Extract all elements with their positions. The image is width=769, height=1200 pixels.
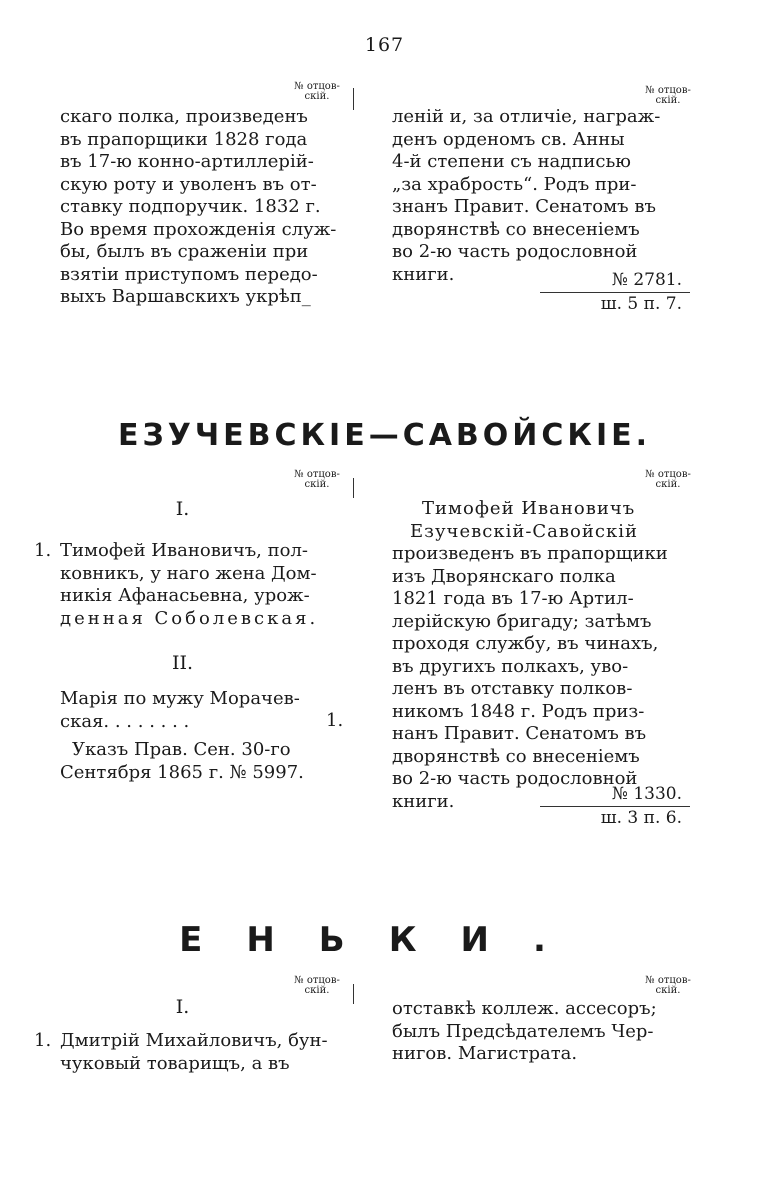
- text-line: книги.: [392, 790, 455, 812]
- text-line: никомъ 1848 г. Родъ приз-: [392, 700, 645, 722]
- text-line: нанъ Правит. Сенатомъ въ: [392, 723, 647, 744]
- text-line: взятіи приступомъ передо-: [60, 263, 318, 285]
- register-number: № 2781.: [611, 270, 682, 290]
- text-line: во 2-ю часть родословной: [392, 241, 638, 262]
- section1-left-text: [60, 106, 335, 309]
- column-marker: № отцов- скій.: [645, 975, 691, 996]
- text-line: во 2-ю часть родословной: [392, 768, 638, 789]
- text-line: ская. . . . . . . .: [60, 710, 190, 732]
- text-line: Сентября 1865 г. № 5997.: [60, 761, 304, 783]
- text-line: Езучевскій-Савойскій: [410, 520, 638, 542]
- family-title: ЕЗУЧЕВСКІЕ—САВОЙСКІЕ.: [117, 418, 652, 453]
- register-location: ш. 5 п. 7.: [600, 294, 682, 314]
- text-line: ставку подпоручик. 1832 г.: [60, 196, 321, 217]
- text-line: въ 17-ю конно-артиллерій-: [60, 151, 314, 172]
- text-line: изъ Дворянскаго полка: [392, 565, 616, 587]
- text-line: скаго полка, произведенъ: [60, 106, 308, 127]
- entry-number: 1.: [34, 540, 52, 561]
- text-line: 4-й степени съ надписью: [392, 151, 631, 172]
- text-line: Марія по мужу Морачев-: [60, 688, 300, 709]
- section3-entry1: [34, 1030, 335, 1075]
- section1-right-text: [392, 106, 686, 286]
- text-line: былъ Предсѣдателемъ Чер-: [392, 1020, 654, 1042]
- text-line: отставкѣ коллеж. ассесоръ;: [392, 998, 657, 1019]
- generation-numeral: I.: [175, 996, 190, 1018]
- page-number: 167: [364, 34, 405, 56]
- text-line: выхъ Варшавскихъ укрѣп_: [60, 286, 311, 307]
- text-line: Тимофей Ивановичъ, пол-: [60, 540, 308, 561]
- generation-numeral: II.: [171, 652, 194, 674]
- section2-entry1: [34, 540, 335, 630]
- section2-entry2: [60, 688, 335, 784]
- column-divider: [353, 478, 354, 498]
- column-divider: [353, 88, 354, 110]
- entry-number: 1.: [34, 1030, 52, 1051]
- text-line: знанъ Правит. Сенатомъ въ: [392, 196, 656, 217]
- divider: [540, 292, 690, 293]
- family-title: ЕНЬКИ.: [179, 920, 590, 960]
- column-marker: № отцов- скій.: [294, 81, 340, 102]
- text-line: никія Афанасьевна, урож-: [60, 585, 310, 606]
- text-line: дворянствѣ со внесеніемъ: [392, 745, 640, 767]
- text-line: Во время прохожденія служ-: [60, 218, 337, 240]
- text-line: книги.: [392, 263, 455, 285]
- text-line: ковникъ, у наго жена Дом-: [60, 562, 317, 584]
- text-line: денъ орденомъ св. Анны: [392, 128, 625, 150]
- register-number: № 1330.: [611, 784, 682, 804]
- column-marker: № отцов- скій.: [645, 469, 691, 490]
- text-line: въ прапорщики 1828 года: [60, 128, 308, 150]
- column-divider: [353, 984, 354, 1004]
- register-location: ш. 3 п. 6.: [600, 808, 682, 828]
- text-line: лерійскую бригаду; затѣмъ: [392, 610, 652, 632]
- generation-numeral: I.: [175, 498, 190, 520]
- text-line: въ другихъ полкахъ, уво-: [392, 655, 629, 677]
- column-marker: № отцов- скій.: [294, 469, 340, 490]
- text-line: Тимофей Ивановичъ: [422, 498, 636, 519]
- text-line: денная Соболевская.: [60, 607, 319, 629]
- entry-reference-number: 1.: [326, 710, 344, 731]
- text-line: 1821 года въ 17-ю Артил-: [392, 588, 634, 609]
- text-line: бы, былъ въ сраженіи при: [60, 241, 309, 262]
- text-line: нигов. Магистрата.: [392, 1043, 578, 1064]
- section3-right-text: [392, 998, 686, 1066]
- section2-right-text: [392, 498, 686, 813]
- text-line: Указъ Прав. Сен. 30-го: [72, 739, 291, 760]
- column-marker: № отцов- скій.: [645, 85, 691, 106]
- text-line: произведенъ въ прапорщики: [392, 543, 668, 564]
- text-line: проходя службу, въ чинахъ,: [392, 633, 659, 654]
- text-line: чуковый товарищъ, а въ: [60, 1052, 290, 1074]
- column-marker: № отцов- скій.: [294, 975, 340, 996]
- text-line: ленъ въ отставку полков-: [392, 678, 633, 699]
- text-line: леній и, за отличіе, награж-: [392, 106, 661, 127]
- text-line: скую роту и уволенъ въ от-: [60, 173, 317, 195]
- text-line: „за храбрость“. Родъ при-: [392, 173, 637, 195]
- divider: [540, 806, 690, 807]
- text-line: дворянствѣ со внесеніемъ: [392, 218, 640, 240]
- text-line: Дмитрій Михайловичъ, бун-: [60, 1030, 328, 1051]
